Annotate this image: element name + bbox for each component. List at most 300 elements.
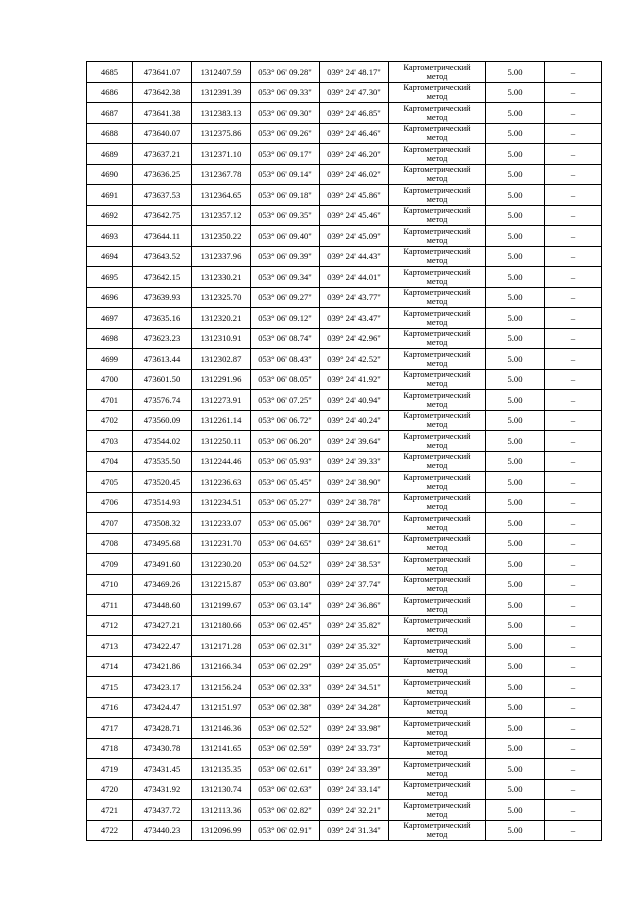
method-label-line1: Картометрический	[403, 370, 471, 380]
accuracy-cell: 5.00	[486, 410, 545, 431]
table-row	[87, 656, 602, 677]
x-coordinate-cell: 473637.53	[133, 185, 192, 206]
x-coordinate-cell: 473421.86	[133, 656, 192, 677]
method-label-line1: Картометрический	[403, 206, 471, 216]
longitude-cell: 039° 24' 42.52"	[320, 349, 389, 370]
method-label-line2: метод	[426, 112, 448, 122]
table-row	[87, 820, 602, 841]
method-label-line2: метод	[426, 133, 448, 143]
method-label-line1: Картометрический	[403, 739, 471, 749]
point-number-cell: 4716	[87, 697, 133, 718]
method-label-line1: Картометрический	[403, 616, 471, 626]
description-cell: –	[545, 615, 602, 636]
description-cell: –	[545, 533, 602, 554]
longitude-cell: 039° 24' 39.64"	[320, 431, 389, 452]
latitude-cell: 053° 06' 02.52"	[251, 718, 320, 739]
x-coordinate-cell: 473431.92	[133, 779, 192, 800]
latitude-cell: 053° 06' 05.93"	[251, 451, 320, 472]
table-row	[87, 738, 602, 759]
point-number-cell: 4704	[87, 451, 133, 472]
y-coordinate-cell: 1312325.70	[192, 287, 251, 308]
description-cell: –	[545, 144, 602, 165]
latitude-cell: 053° 06' 09.34"	[251, 267, 320, 288]
x-coordinate-cell: 473643.52	[133, 246, 192, 267]
accuracy-cell: 5.00	[486, 226, 545, 247]
longitude-cell: 039° 24' 33.39"	[320, 759, 389, 780]
longitude-cell: 039° 24' 45.86"	[320, 185, 389, 206]
table-row	[87, 82, 602, 103]
accuracy-cell: 5.00	[486, 369, 545, 390]
table-row	[87, 800, 602, 821]
accuracy-cell: 5.00	[486, 677, 545, 698]
table-row	[87, 164, 602, 185]
method-cell	[389, 779, 486, 800]
method-label-line1: Картометрический	[403, 657, 471, 667]
method-cell	[389, 697, 486, 718]
method-label-line2: метод	[426, 461, 448, 471]
method-cell	[389, 595, 486, 616]
method-label-line2: метод	[426, 71, 448, 81]
latitude-cell: 053° 06' 04.65"	[251, 533, 320, 554]
description-cell: –	[545, 349, 602, 370]
table-row	[87, 390, 602, 411]
description-cell: –	[545, 308, 602, 329]
x-coordinate-cell: 473601.50	[133, 369, 192, 390]
accuracy-cell: 5.00	[486, 820, 545, 841]
longitude-cell: 039° 24' 41.92"	[320, 369, 389, 390]
latitude-cell: 053° 06' 09.30"	[251, 103, 320, 124]
point-number-cell: 4709	[87, 554, 133, 575]
method-cell	[389, 349, 486, 370]
latitude-cell: 053° 06' 09.39"	[251, 246, 320, 267]
method-label-line2: метод	[426, 215, 448, 225]
method-cell	[389, 328, 486, 349]
method-cell	[389, 308, 486, 329]
longitude-cell: 039° 24' 36.86"	[320, 595, 389, 616]
method-label-line2: метод	[426, 625, 448, 635]
description-cell: –	[545, 697, 602, 718]
y-coordinate-cell: 1312171.28	[192, 636, 251, 657]
accuracy-cell: 5.00	[486, 328, 545, 349]
method-label-line1: Картометрический	[403, 636, 471, 646]
accuracy-cell: 5.00	[486, 779, 545, 800]
table-row	[87, 615, 602, 636]
description-cell: –	[545, 800, 602, 821]
description-cell: –	[545, 656, 602, 677]
accuracy-cell: 5.00	[486, 595, 545, 616]
table-row	[87, 554, 602, 575]
longitude-cell: 039° 24' 44.43"	[320, 246, 389, 267]
method-label-line2: метод	[426, 317, 448, 327]
method-cell	[389, 226, 486, 247]
longitude-cell: 039° 24' 38.61"	[320, 533, 389, 554]
method-cell	[389, 205, 486, 226]
point-number-cell: 4710	[87, 574, 133, 595]
method-label-line1: Картометрический	[403, 103, 471, 113]
longitude-cell: 039° 24' 48.17"	[320, 62, 389, 83]
point-number-cell: 4689	[87, 144, 133, 165]
longitude-cell: 039° 24' 35.32"	[320, 636, 389, 657]
description-cell: –	[545, 410, 602, 431]
y-coordinate-cell: 1312180.66	[192, 615, 251, 636]
table-row	[87, 144, 602, 165]
table-row	[87, 513, 602, 534]
longitude-cell: 039° 24' 38.90"	[320, 472, 389, 493]
table-row	[87, 369, 602, 390]
latitude-cell: 053° 06' 05.06"	[251, 513, 320, 534]
method-cell	[389, 164, 486, 185]
point-number-cell: 4687	[87, 103, 133, 124]
point-number-cell: 4712	[87, 615, 133, 636]
method-label-line1: Картометрический	[403, 575, 471, 585]
method-cell	[389, 554, 486, 575]
latitude-cell: 053° 06' 03.14"	[251, 595, 320, 616]
longitude-cell: 039° 24' 35.82"	[320, 615, 389, 636]
x-coordinate-cell: 473508.32	[133, 513, 192, 534]
latitude-cell: 053° 06' 06.72"	[251, 410, 320, 431]
method-cell	[389, 820, 486, 841]
x-coordinate-cell: 473639.93	[133, 287, 192, 308]
method-cell	[389, 472, 486, 493]
method-label-line2: метод	[426, 789, 448, 799]
accuracy-cell: 5.00	[486, 759, 545, 780]
y-coordinate-cell: 1312233.07	[192, 513, 251, 534]
method-label-line2: метод	[426, 92, 448, 102]
description-cell: –	[545, 369, 602, 390]
table-row	[87, 451, 602, 472]
latitude-cell: 053° 06' 02.31"	[251, 636, 320, 657]
point-number-cell: 4720	[87, 779, 133, 800]
accuracy-cell: 5.00	[486, 349, 545, 370]
method-label-line1: Картометрический	[403, 247, 471, 257]
accuracy-cell: 5.00	[486, 656, 545, 677]
method-cell	[389, 287, 486, 308]
x-coordinate-cell: 473428.71	[133, 718, 192, 739]
method-cell	[389, 759, 486, 780]
accuracy-cell: 5.00	[486, 554, 545, 575]
longitude-cell: 039° 24' 46.02"	[320, 164, 389, 185]
longitude-cell: 039° 24' 37.74"	[320, 574, 389, 595]
description-cell: –	[545, 451, 602, 472]
method-label-line2: метод	[426, 645, 448, 655]
method-label-line1: Картометрический	[403, 226, 471, 236]
y-coordinate-cell: 1312130.74	[192, 779, 251, 800]
description-cell: –	[545, 390, 602, 411]
method-label-line2: метод	[426, 666, 448, 676]
method-label-line2: метод	[426, 440, 448, 450]
point-number-cell: 4686	[87, 82, 133, 103]
accuracy-cell: 5.00	[486, 246, 545, 267]
latitude-cell: 053° 06' 09.17"	[251, 144, 320, 165]
point-number-cell: 4698	[87, 328, 133, 349]
latitude-cell: 053° 06' 08.05"	[251, 369, 320, 390]
y-coordinate-cell: 1312199.67	[192, 595, 251, 616]
point-number-cell: 4688	[87, 123, 133, 144]
method-label-line2: метод	[426, 522, 448, 532]
x-coordinate-cell: 473422.47	[133, 636, 192, 657]
table-row	[87, 287, 602, 308]
description-cell: –	[545, 185, 602, 206]
description-cell: –	[545, 246, 602, 267]
point-number-cell: 4705	[87, 472, 133, 493]
description-cell: –	[545, 123, 602, 144]
point-number-cell: 4685	[87, 62, 133, 83]
longitude-cell: 039° 24' 32.21"	[320, 800, 389, 821]
method-cell	[389, 656, 486, 677]
accuracy-cell: 5.00	[486, 82, 545, 103]
accuracy-cell: 5.00	[486, 185, 545, 206]
method-label-line1: Картометрический	[403, 718, 471, 728]
point-number-cell: 4695	[87, 267, 133, 288]
x-coordinate-cell: 473424.47	[133, 697, 192, 718]
latitude-cell: 053° 06' 09.26"	[251, 123, 320, 144]
table-row	[87, 636, 602, 657]
method-label-line1: Картометрический	[403, 288, 471, 298]
point-number-cell: 4692	[87, 205, 133, 226]
latitude-cell: 053° 06' 04.52"	[251, 554, 320, 575]
x-coordinate-cell: 473642.38	[133, 82, 192, 103]
point-number-cell: 4711	[87, 595, 133, 616]
x-coordinate-cell: 473535.50	[133, 451, 192, 472]
accuracy-cell: 5.00	[486, 800, 545, 821]
description-cell: –	[545, 431, 602, 452]
description-cell: –	[545, 492, 602, 513]
method-label-line1: Картометрический	[403, 534, 471, 544]
method-label-line2: метод	[426, 481, 448, 491]
latitude-cell: 053° 06' 02.59"	[251, 738, 320, 759]
latitude-cell: 053° 06' 02.29"	[251, 656, 320, 677]
method-label-line2: метод	[426, 174, 448, 184]
method-label-line1: Картометрический	[403, 390, 471, 400]
description-cell: –	[545, 513, 602, 534]
latitude-cell: 053° 06' 07.25"	[251, 390, 320, 411]
y-coordinate-cell: 1312407.59	[192, 62, 251, 83]
method-label-line2: метод	[426, 543, 448, 553]
method-label-line1: Картометрический	[403, 165, 471, 175]
x-coordinate-cell: 473642.75	[133, 205, 192, 226]
method-cell	[389, 574, 486, 595]
description-cell: –	[545, 205, 602, 226]
method-cell	[389, 636, 486, 657]
y-coordinate-cell: 1312350.22	[192, 226, 251, 247]
method-label-line1: Картометрический	[403, 349, 471, 359]
point-number-cell: 4717	[87, 718, 133, 739]
point-number-cell: 4691	[87, 185, 133, 206]
method-cell	[389, 492, 486, 513]
method-label-line1: Картометрический	[403, 83, 471, 93]
y-coordinate-cell: 1312357.12	[192, 205, 251, 226]
y-coordinate-cell: 1312135.35	[192, 759, 251, 780]
accuracy-cell: 5.00	[486, 267, 545, 288]
description-cell: –	[545, 779, 602, 800]
latitude-cell: 053° 06' 02.45"	[251, 615, 320, 636]
accuracy-cell: 5.00	[486, 308, 545, 329]
y-coordinate-cell: 1312230.20	[192, 554, 251, 575]
longitude-cell: 039° 24' 38.70"	[320, 513, 389, 534]
table-row	[87, 226, 602, 247]
coordinates-table	[86, 61, 602, 841]
description-cell: –	[545, 103, 602, 124]
point-number-cell: 4706	[87, 492, 133, 513]
method-label-line2: метод	[426, 686, 448, 696]
y-coordinate-cell: 1312320.21	[192, 308, 251, 329]
accuracy-cell: 5.00	[486, 103, 545, 124]
method-label-line2: метод	[426, 276, 448, 286]
method-cell	[389, 431, 486, 452]
x-coordinate-cell: 473430.78	[133, 738, 192, 759]
method-cell	[389, 718, 486, 739]
y-coordinate-cell: 1312141.65	[192, 738, 251, 759]
y-coordinate-cell: 1312391.39	[192, 82, 251, 103]
table-row	[87, 123, 602, 144]
longitude-cell: 039° 24' 31.34"	[320, 820, 389, 841]
method-label-line2: метод	[426, 563, 448, 573]
description-cell: –	[545, 82, 602, 103]
method-label-line1: Картометрический	[403, 124, 471, 134]
y-coordinate-cell: 1312337.96	[192, 246, 251, 267]
x-coordinate-cell: 473491.60	[133, 554, 192, 575]
x-coordinate-cell: 473423.17	[133, 677, 192, 698]
table-row	[87, 62, 602, 83]
accuracy-cell: 5.00	[486, 451, 545, 472]
y-coordinate-cell: 1312302.87	[192, 349, 251, 370]
accuracy-cell: 5.00	[486, 533, 545, 554]
description-cell: –	[545, 164, 602, 185]
accuracy-cell: 5.00	[486, 287, 545, 308]
point-number-cell: 4699	[87, 349, 133, 370]
y-coordinate-cell: 1312375.86	[192, 123, 251, 144]
accuracy-cell: 5.00	[486, 738, 545, 759]
accuracy-cell: 5.00	[486, 472, 545, 493]
y-coordinate-cell: 1312236.63	[192, 472, 251, 493]
description-cell: –	[545, 738, 602, 759]
point-number-cell: 4697	[87, 308, 133, 329]
method-label-line2: метод	[426, 584, 448, 594]
y-coordinate-cell: 1312096.99	[192, 820, 251, 841]
table-row	[87, 595, 602, 616]
point-number-cell: 4703	[87, 431, 133, 452]
latitude-cell: 053° 06' 09.33"	[251, 82, 320, 103]
x-coordinate-cell: 473544.02	[133, 431, 192, 452]
longitude-cell: 039° 24' 35.05"	[320, 656, 389, 677]
y-coordinate-cell: 1312330.21	[192, 267, 251, 288]
method-label-line2: метод	[426, 338, 448, 348]
latitude-cell: 053° 06' 08.43"	[251, 349, 320, 370]
latitude-cell: 053° 06' 02.33"	[251, 677, 320, 698]
method-cell	[389, 103, 486, 124]
y-coordinate-cell: 1312231.70	[192, 533, 251, 554]
table-row	[87, 349, 602, 370]
longitude-cell: 039° 24' 39.33"	[320, 451, 389, 472]
y-coordinate-cell: 1312234.51	[192, 492, 251, 513]
method-label-line2: метод	[426, 727, 448, 737]
longitude-cell: 039° 24' 40.94"	[320, 390, 389, 411]
method-cell	[389, 267, 486, 288]
description-cell: –	[545, 820, 602, 841]
longitude-cell: 039° 24' 46.20"	[320, 144, 389, 165]
method-label-line2: метод	[426, 379, 448, 389]
x-coordinate-cell: 473635.16	[133, 308, 192, 329]
y-coordinate-cell: 1312113.36	[192, 800, 251, 821]
point-number-cell: 4693	[87, 226, 133, 247]
method-label-line1: Картометрический	[403, 62, 471, 72]
y-coordinate-cell: 1312310.91	[192, 328, 251, 349]
latitude-cell: 053° 06' 09.27"	[251, 287, 320, 308]
x-coordinate-cell: 473641.38	[133, 103, 192, 124]
y-coordinate-cell: 1312215.87	[192, 574, 251, 595]
method-label-line1: Картометрический	[403, 431, 471, 441]
description-cell: –	[545, 574, 602, 595]
point-number-cell: 4715	[87, 677, 133, 698]
table-row	[87, 431, 602, 452]
method-label-line1: Картометрический	[403, 144, 471, 154]
point-number-cell: 4707	[87, 513, 133, 534]
accuracy-cell: 5.00	[486, 574, 545, 595]
method-cell	[389, 123, 486, 144]
description-cell: –	[545, 287, 602, 308]
y-coordinate-cell: 1312371.10	[192, 144, 251, 165]
x-coordinate-cell: 473623.23	[133, 328, 192, 349]
table-row	[87, 759, 602, 780]
accuracy-cell: 5.00	[486, 144, 545, 165]
accuracy-cell: 5.00	[486, 390, 545, 411]
table-row	[87, 267, 602, 288]
longitude-cell: 039° 24' 46.85"	[320, 103, 389, 124]
point-number-cell: 4701	[87, 390, 133, 411]
table-row	[87, 410, 602, 431]
point-number-cell: 4721	[87, 800, 133, 821]
method-label-line1: Картометрический	[403, 308, 471, 318]
latitude-cell: 053° 06' 06.20"	[251, 431, 320, 452]
table-row	[87, 533, 602, 554]
longitude-cell: 039° 24' 43.47"	[320, 308, 389, 329]
point-number-cell: 4690	[87, 164, 133, 185]
table-row	[87, 328, 602, 349]
accuracy-cell: 5.00	[486, 513, 545, 534]
method-cell	[389, 800, 486, 821]
description-cell: –	[545, 226, 602, 247]
method-label-line2: метод	[426, 256, 448, 266]
point-number-cell: 4696	[87, 287, 133, 308]
y-coordinate-cell: 1312367.78	[192, 164, 251, 185]
accuracy-cell: 5.00	[486, 636, 545, 657]
table-row	[87, 697, 602, 718]
method-label-line2: метод	[426, 399, 448, 409]
method-label-line1: Картометрический	[403, 493, 471, 503]
longitude-cell: 039° 24' 38.78"	[320, 492, 389, 513]
x-coordinate-cell: 473448.60	[133, 595, 192, 616]
point-number-cell: 4700	[87, 369, 133, 390]
x-coordinate-cell: 473644.11	[133, 226, 192, 247]
latitude-cell: 053° 06' 02.82"	[251, 800, 320, 821]
y-coordinate-cell: 1312146.36	[192, 718, 251, 739]
latitude-cell: 053° 06' 05.27"	[251, 492, 320, 513]
point-number-cell: 4714	[87, 656, 133, 677]
method-cell	[389, 513, 486, 534]
x-coordinate-cell: 473576.74	[133, 390, 192, 411]
table-row	[87, 103, 602, 124]
accuracy-cell: 5.00	[486, 164, 545, 185]
method-cell	[389, 185, 486, 206]
latitude-cell: 053° 06' 09.18"	[251, 185, 320, 206]
method-label-line1: Картометрический	[403, 821, 471, 831]
x-coordinate-cell: 473636.25	[133, 164, 192, 185]
method-cell	[389, 677, 486, 698]
x-coordinate-cell: 473642.15	[133, 267, 192, 288]
accuracy-cell: 5.00	[486, 718, 545, 739]
longitude-cell: 039° 24' 43.77"	[320, 287, 389, 308]
method-cell	[389, 390, 486, 411]
